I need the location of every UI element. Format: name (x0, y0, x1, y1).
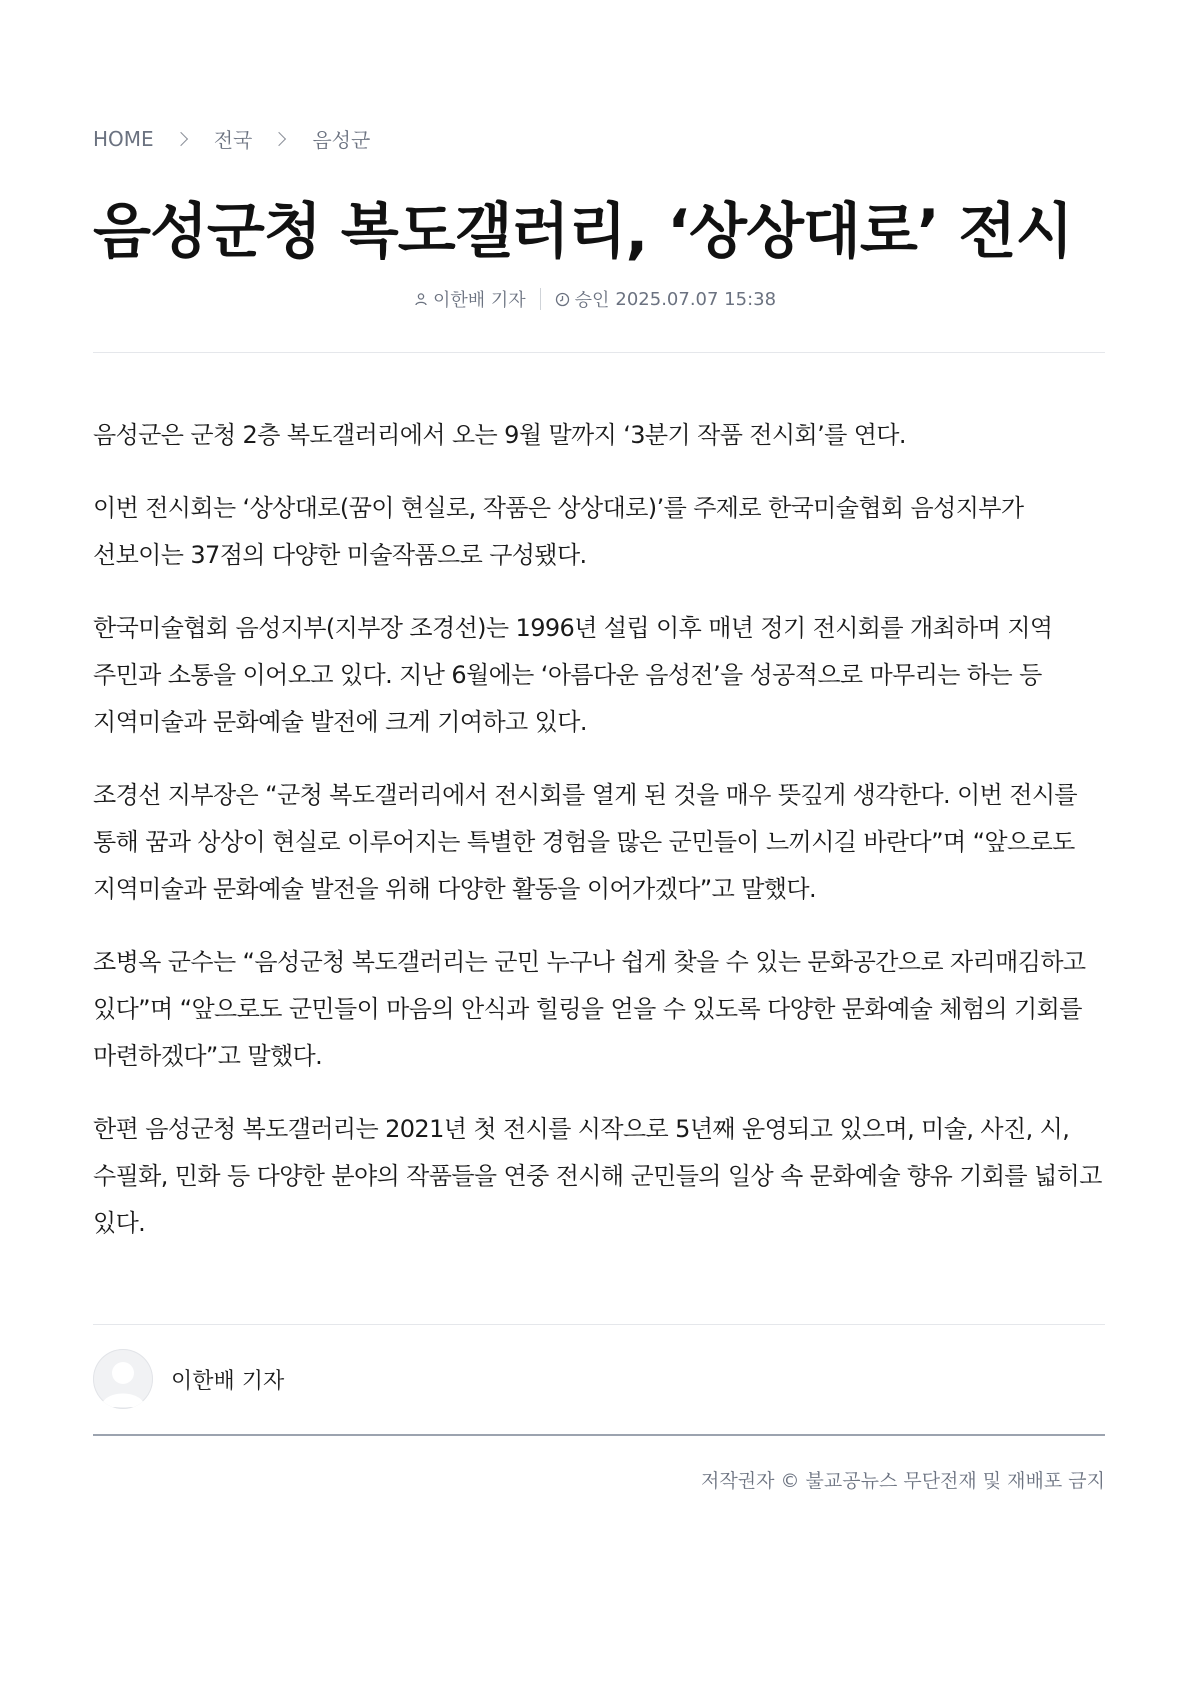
author-divider (93, 1324, 1105, 1325)
avatar[interactable] (93, 1349, 153, 1409)
breadcrumb-home[interactable]: HOME (93, 126, 154, 151)
author-name[interactable]: 이한배 기자 (171, 1368, 285, 1394)
article-body (93, 412, 1105, 1273)
byline: 이한배 기자 (432, 290, 526, 311)
chevron-right-icon (174, 131, 188, 145)
article-paragraph: 조병옥 군수는 “음성군청 복도갤러리는 군민 누구나 쉽게 찾을 수 있는 문화공간으로 자리매김하고 있다”며 “앞으로도 군민들이 마음의 안식과 힐링을 얻을 수 있도록 다양한 문화예술 체험의 기회를 마련하겠다”고 말했다. (93, 948, 1086, 1070)
meta-divider (540, 288, 541, 310)
footer-divider (93, 1434, 1105, 1436)
article-meta (0, 286, 1190, 312)
breadcrumb-section[interactable]: 전국 (213, 128, 253, 152)
article-paragraph: 이번 전시회는 ‘상상대로(꿈이 현실로, 작품은 상상대로)’를 주제로 한국미술협회 음성지부가 선보이는 37점의 다양한 미술작품으로 구성됐다. (93, 494, 1024, 569)
article-paragraph: 한국미술협회 음성지부(지부장 조경선)는 1996년 설립 이후 매년 정기 전시회를 개최하며 지역 주민과 소통을 이어오고 있다. 지난 6월에는 ‘아름다운 음성전’을 성공적으로 마무리는 하는 등 지역미술과 문화예술 발전에 크게 기여하고 있다. (93, 614, 1053, 736)
chevron-right-icon (272, 131, 286, 145)
article-paragraph: 음성군은 군청 2층 복도갤러리에서 오는 9월 말까지 ‘3분기 작품 전시회’를 연다. (93, 421, 906, 449)
copyright-notice: 저작권자 © 불교공뉴스 무단전재 및 재배포 금지 (701, 1470, 1105, 1492)
approved-datetime: 2025.07.07 15:38 (615, 288, 777, 310)
approved-label: 승인 (574, 290, 610, 311)
article-paragraph: 한편 음성군청 복도갤러리는 2021년 첫 전시를 시작으로 5년째 운영되고 있으며, 미술, 사진, 시, 수필화, 민화 등 다양한 분야의 작품들을 연중 전시해 군민들의 일상 속 문화예술 향유 기회를 넓히고 있다. (93, 1115, 1102, 1237)
breadcrumb (93, 124, 370, 153)
avatar-placeholder-icon (93, 1349, 153, 1409)
person-icon (414, 292, 428, 306)
breadcrumb-subsection[interactable]: 음성군 (312, 128, 371, 152)
header-divider (93, 352, 1105, 353)
article-paragraph: 조경선 지부장은 “군청 복도갤러리에서 전시회를 열게 된 것을 매우 뜻깊게 생각한다. 이번 전시를 통해 꿈과 상상이 현실로 이루어지는 특별한 경험을 많은 군민들이 느끼시길 바란다”며 “앞으로도 지역미술과 문화예술 발전을 위해 다양한 활동을 이어가겠다”고 말했다. (93, 781, 1077, 903)
author-box (93, 1349, 284, 1409)
clock-icon (555, 292, 570, 307)
article-title: 음성군청 복도갤러리, ‘상상대로’ 전시 (93, 197, 1073, 267)
